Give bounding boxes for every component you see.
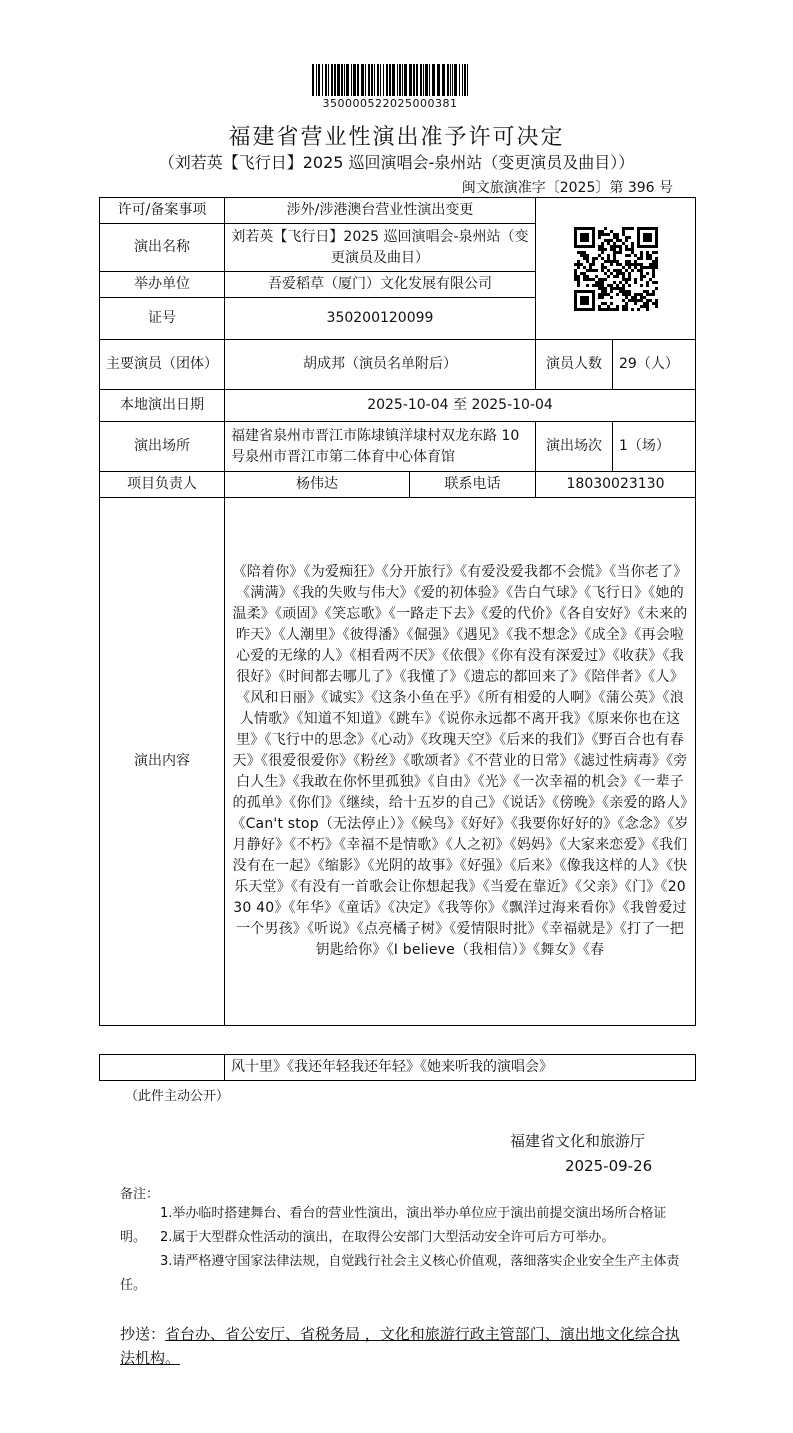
barcode bbox=[312, 64, 468, 96]
performer-label: 主要演员（团体） bbox=[100, 340, 225, 390]
manager-value: 杨伟达 bbox=[225, 472, 410, 498]
sessions-value: 1（场） bbox=[613, 422, 696, 472]
performer-count-label: 演员人数 bbox=[536, 340, 613, 390]
note-item: 2.属于大型群众性活动的演出，在取得公安部门大型活动安全许可后方可举办。 bbox=[160, 1230, 615, 1245]
date-label: 本地演出日期 bbox=[100, 390, 225, 422]
signature-org: 福建省文化和旅游厅 bbox=[510, 1132, 646, 1150]
document-number: 闽文旅演准字〔2025〕第 396 号 bbox=[461, 180, 673, 196]
manager-label: 项目负责人 bbox=[100, 472, 225, 498]
cc-block bbox=[120, 1322, 690, 1370]
barcode-number: 350000522025000381 bbox=[322, 97, 458, 110]
performer-count-value: 29（人） bbox=[613, 340, 696, 390]
content-label: 演出内容 bbox=[100, 498, 225, 1026]
phone-value: 18030023130 bbox=[536, 472, 696, 498]
permit-label: 许可/备案事项 bbox=[100, 198, 225, 224]
performer-value: 胡成邦（演员名单附后） bbox=[225, 340, 536, 390]
venue-value: 福建省泉州市晋江市陈埭镇洋埭村双龙东路 10 号泉州市晋江市第二体育中心体育馆 bbox=[225, 422, 536, 472]
sessions-label: 演出场次 bbox=[536, 422, 613, 472]
notes-label: 备注： bbox=[120, 1187, 160, 1202]
qr-code bbox=[574, 227, 658, 311]
permit-table bbox=[99, 197, 696, 1026]
license-value: 350200120099 bbox=[225, 298, 536, 340]
public-note: （此件主动公开） bbox=[125, 1089, 230, 1104]
cc-label: 抄送： bbox=[120, 1325, 166, 1343]
license-label: 证号 bbox=[100, 298, 225, 340]
content-continued: 风十里》《我还年轻我还年轻》《她来听我的演唱会》 bbox=[225, 1055, 696, 1081]
note-item: 1.举办临时搭建舞台、看台的营业性演出，演出举办单位应于演出前提交演出场所合格证明。 bbox=[120, 1206, 667, 1245]
show-name-label: 演出名称 bbox=[100, 224, 225, 272]
permit-value: 涉外/涉港澳台营业性演出变更 bbox=[225, 198, 536, 224]
signature-date: 2025-09-26 bbox=[565, 1157, 653, 1175]
note-item: 3.请严格遵守国家法律法规，自觉践行社会主义核心价值观，落细落实企业安全生产主体责任。 bbox=[120, 1254, 680, 1293]
content-value: 《陪着你》《为爱痴狂》《分开旅行》《有爱没爱我都不会慌》《当你老了》《满满》《我的失败与伟大》《爱的初体验》《告白气球》《飞行日》《她的温柔》《顽固》《笑忘歌》《一路走下去》《爱的代价》《各自安好》《未来的昨天》《人潮里》《彼得潘》《倔强》《遇见》《我不想念》《成全》《再会啦心爱的无缘的人》《相看两不厌》《依偎》《你有没有深爱过》《收获》《我很好》《时间都去哪儿了》《我懂了》《遗忘的都回来了》《陪伴者》《人》《风和日丽》《诚实》《这条小鱼在乎》《所有相爱的人啊》《蒲公英》《浪人情歌》《知道不知道》《跳车》《说你永远都不离开我》《原来你也在这里》《飞行中的思念》《心动》《玫瑰天空》《后来的我们》《野百合也有春天》《很爱很爱你》《粉丝》《歌颂者》《不营业的日常》《滤过性病毒》《旁白人生》《我敢在你怀里孤独》《自由》《光》《一次幸福的机会》《一辈子的孤单》《你们》《继续，给十五岁的自己》《说话》《傍晚》《亲爱的路人》《Can't stop（无法停止）》《候鸟》《好好》《我要你好好的》《念念》《岁月静好》《不朽》《幸福不是情歌》《人之初》《妈妈》《大家来恋爱》《我们没有在一起》《缩影》《光阴的故事》《好强》《后来》《像我这样的人》《快乐天堂》《有没有一首歌会让你想起我》《当爱在靠近》《父亲》《门》《20 30 40》《年华》《童话》《决定》《我等你》《飘洋过海来看你》《我曾爱过一个男孩》《听说》《点亮橘子树》《爱情限时批》《幸福就是》《打了一把钥匙给你》《I believe（我相信）》《舞女》《春 bbox=[225, 498, 696, 1026]
organizer-label: 举办单位 bbox=[100, 272, 225, 298]
date-value: 2025-10-04 至 2025-10-04 bbox=[225, 390, 696, 422]
permit-table-continued bbox=[99, 1054, 696, 1081]
phone-label: 联系电话 bbox=[410, 472, 536, 498]
document-title: 福建省营业性演出准予许可决定 bbox=[228, 125, 565, 150]
document-subtitle: （刘若英【飞行日】2025 巡回演唱会-泉州站（变更演员及曲目）） bbox=[158, 153, 635, 172]
continued-label-cell bbox=[100, 1055, 225, 1081]
show-name-value: 刘若英【飞行日】2025 巡回演唱会-泉州站（变更演员及曲目） bbox=[225, 224, 536, 272]
venue-label: 演出场所 bbox=[100, 422, 225, 472]
organizer-value: 吾爱稻草（厦门）文化发展有限公司 bbox=[225, 272, 536, 298]
cc-text: 省台办、省公安厅、省税务局 ，文化和旅游行政主管部门、演出地文化综合执法机构。 bbox=[120, 1325, 680, 1367]
qr-cell bbox=[536, 198, 696, 340]
